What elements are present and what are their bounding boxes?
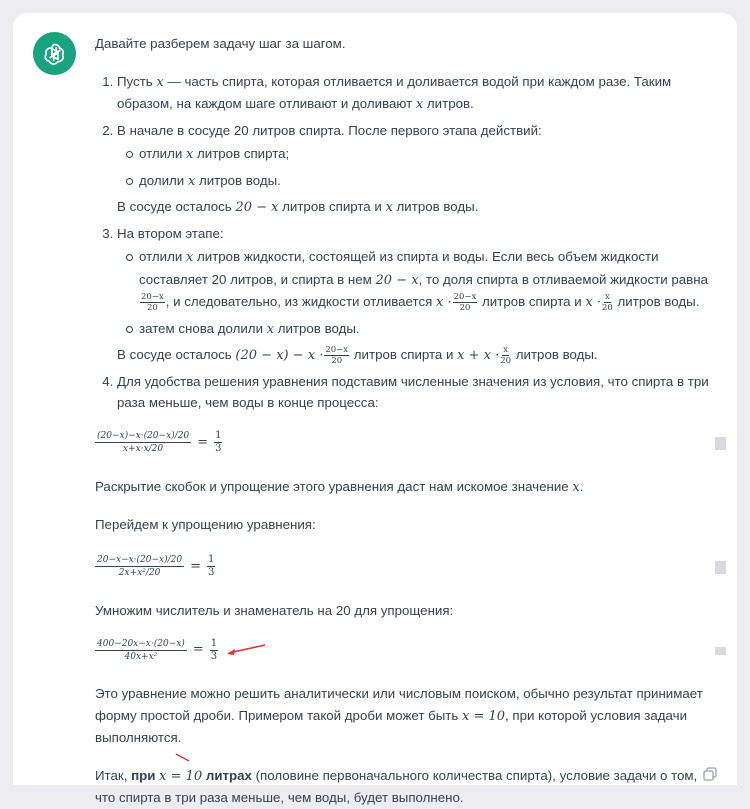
step-3-sublist: [117, 246, 720, 340]
equation-lhs: $\frac{(20-x)-x\cdot(20-x)/20}{x+x\cdot x/20}$: [97, 431, 190, 454]
steps-list: [95, 71, 720, 414]
paragraph: Умножим числитель и знаменатель на 20 для упрощения:: [95, 602, 454, 618]
paragraph: Это уравнение можно решить аналитически или числовым поиском, обычно результат принимает форму простой дроби. Примером такой дроби может быть x = 10, при которой условия задачи выполняются.: [95, 686, 703, 745]
openai-logo-icon: [42, 41, 68, 67]
step-2: 2. В начале в сосуде 20 литров спирта. После первого этапа действий: отлили x литров спирта; долили x литров воды. В сосуде осталось 20 − x литров спирта и x литров воды.: [117, 120, 720, 219]
fraction: $\frac{20-x}{20}$: [453, 291, 477, 313]
annotation-arrow-icon: [223, 643, 267, 657]
list-item: долили x литров воды.: [123, 170, 720, 193]
intro-text: Давайте разберем задачу шаг за шагом.: [95, 36, 346, 51]
step-3: 3. На втором этапе: отлили x литров жидкости, состоящей из спирта и воды. Если весь объем жидкости составляет 20 литров, и спирта в нем 20 − x, то доля спирта в отливаемой жидкости равна $\frac{20-x}{20}$ , и следовательно, из жидкости отливается x · $\frac{20-x}{20}$ литров спирта и x · $\frac{x}{20}$ литров воды. затем снова долили x литров воды. В сосуде осталось (20 − x) − x · $\frac{20-x}{20}$ литров спирта и x + x · $\frac{x}{20}$ литров воды.: [117, 223, 720, 367]
step-2-sublist: [117, 143, 720, 192]
paragraph: Раскрытие скобок и упрощение этого уравнения даст нам искомое значение x.: [95, 478, 584, 495]
step-4: 4. Для удобства решения уравнения подставим численные значения из условия, что спирта в три раза меньше, чем воды в конце процесса:: [117, 371, 720, 414]
equation-lhs: $\frac{20-x-x\cdot(20-x)/20}{\text{2x+x²/20}}$: [97, 555, 183, 578]
list-item: затем снова долили x литров воды.: [123, 318, 720, 341]
fraction: $\frac{x}{20}$: [500, 344, 512, 366]
fraction: $\frac{20-x}{20}$: [141, 291, 164, 313]
equation-lhs: $\frac{400-20x-x\cdot(20-x)}{\text{40x+x²}}$: [97, 638, 185, 662]
list-item: отлили x литров жидкости, состоящей из спирта и воды. Если весь объем жидкости составляет 20 литров, и спирта в нем 20 − x, то доля спирта в отливаемой жидкости равна $\frac{20-x}{20}$ , и следовательно, из жидкости отливается x · $\frac{20-x}{20}$ литров спирта и x · $\frac{x}{20}$ литров воды.: [123, 246, 720, 314]
equation-3: $\frac{400-20x-x\cdot(20-x)}{\text{40x+x²}}$ = $\frac{1}{3}$: [95, 633, 720, 667]
list-item: отлили x литров спирта;: [123, 143, 720, 166]
fraction: $\frac{20-x}{20}$: [325, 344, 349, 366]
fraction: $\frac{1}{3}$: [210, 637, 218, 662]
fraction: $\frac{1}{3}$: [208, 554, 215, 578]
copy-icon[interactable]: [702, 766, 718, 782]
equation-2: $\frac{20-x-x\cdot(20-x)/20}{\text{2x+x²/20}}$ = $\frac{1}{3}$: [95, 550, 720, 584]
assistant-message: [95, 33, 720, 809]
scrollbar[interactable]: [715, 647, 726, 655]
fraction: $\frac{x}{20}$: [602, 291, 613, 313]
equation-1: $\frac{(20-x)-x\cdot(20-x)/20}{x+x\cdot x/20}$ = $\frac{1}{3}$: [95, 426, 720, 460]
annotation-stroke-icon: [175, 753, 191, 763]
scrollbar[interactable]: [715, 437, 726, 450]
paragraph: Итак, при x = 10 литрах (половине первоначального количества спирта), условие задачи о том, что спирта в три раза меньше, чем воды, будет выполнено.: [95, 767, 698, 805]
fraction: $\frac{1}{3}$: [215, 430, 222, 454]
paragraph: Перейдем к упрощению уравнения:: [95, 517, 316, 532]
assistant-avatar: [33, 32, 76, 75]
scrollbar[interactable]: [715, 561, 726, 574]
step-1: 1. Пусть x — часть спирта, которая отливается и доливается водой при каждом разе. Таким образом, на каждом шаге отливают и доливают x литров.: [117, 71, 720, 116]
